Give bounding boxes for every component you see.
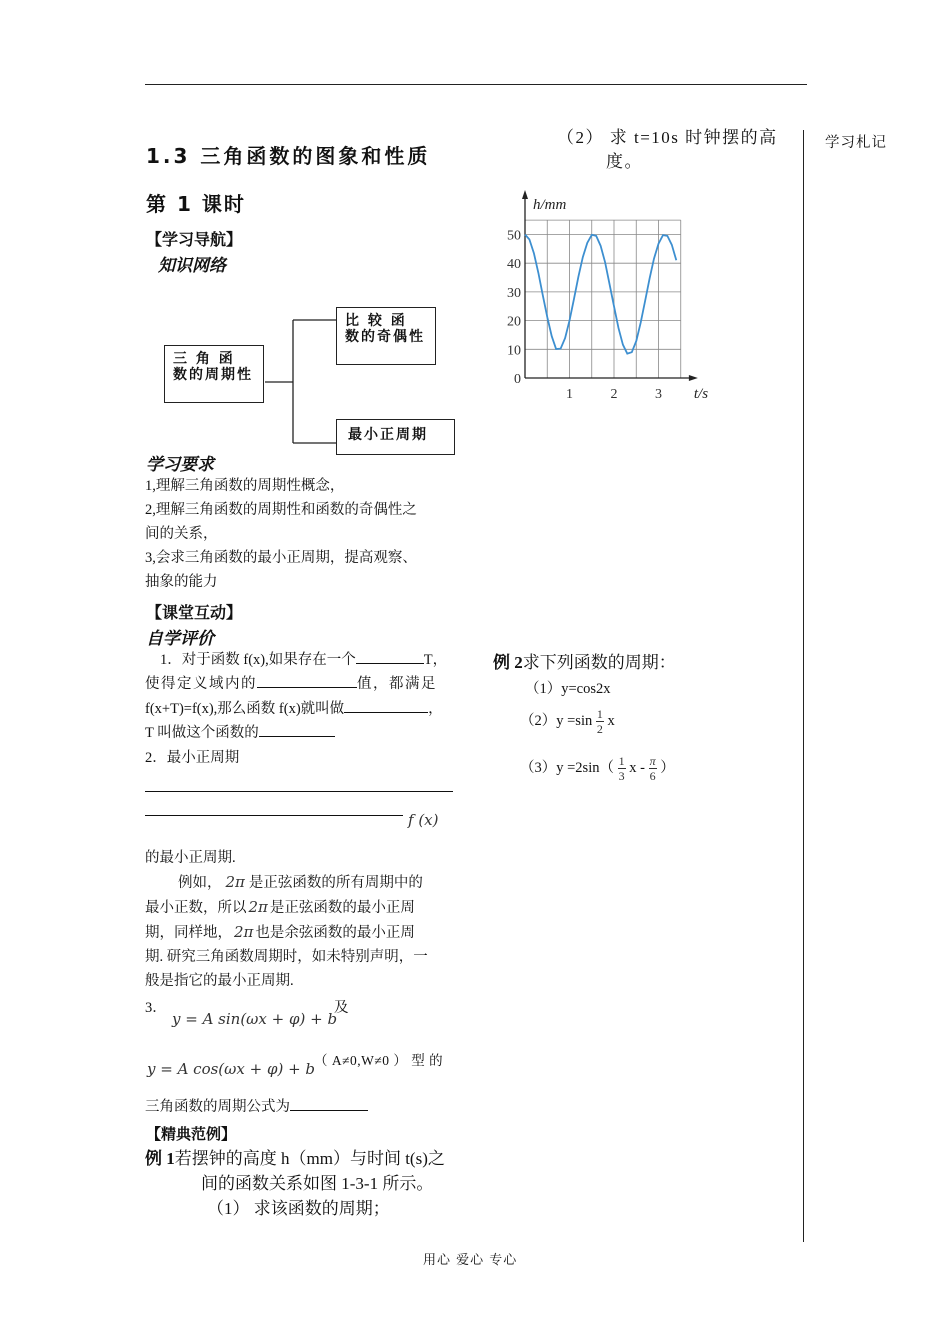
two-pi: 2π — [234, 923, 254, 941]
self-eval-heading: 自学评价 — [146, 629, 214, 649]
example-1-q2: （2） 求 t=10s 时钟摆的高 度。 — [557, 128, 778, 171]
example-1-label: 例 1 — [145, 1149, 175, 1168]
q2-blank-line-1 — [145, 791, 453, 792]
q1-blank-3 — [344, 699, 428, 713]
example-2-item-3: （3）y =2sin（ $\frac{1}{3}$ x - $\frac{\pi}{6}$ ） — [520, 754, 675, 783]
pendulum-height-chart — [500, 182, 730, 412]
two-pi: 2π — [248, 898, 268, 916]
examples-heading: 【精典范例】 — [146, 1127, 237, 1143]
x-tick-label: 1 — [566, 387, 573, 402]
diagram-branch-bottom-box: 最小正周期 — [336, 419, 455, 455]
q1-line-3: f(x+T)=f(x),那么函数 f(x)就叫做 ， — [145, 701, 443, 717]
two-pi: 2π — [225, 873, 245, 891]
q3-formula-sin: y = A sin(ωx + φ) + b — [172, 1010, 338, 1028]
example-1-q1: （1） 求该函数的周期； — [207, 1199, 390, 1218]
q2-tail: 的最小正周期. — [145, 850, 236, 866]
q3-number: 3． — [145, 1000, 167, 1016]
page-footer: 用心 爱心 专心 — [423, 1253, 518, 1268]
q3-tail: 三角函数的周期公式为 — [145, 1095, 368, 1119]
requirement-item: 间的关系， — [145, 526, 218, 542]
series-line — [525, 235, 676, 354]
y-axis-label: h/mm — [533, 197, 567, 213]
y-axis-arrow — [522, 190, 528, 199]
x-tick-label: 2 — [610, 387, 618, 402]
requirement-item: 抽象的能力 — [145, 574, 218, 590]
requirement-item: 3,会求三角函数的最小正周期，提高观察、 — [145, 550, 417, 566]
q2-blank-line-2 — [145, 815, 403, 816]
requirements-heading: 学习要求 — [146, 455, 214, 475]
x-tick-label: 3 — [655, 387, 662, 402]
diagram-root-box: 三 角 函 数的周期性 — [164, 345, 264, 403]
requirements-list — [145, 474, 475, 594]
requirement-item: 2,理解三角函数的周期性和函数的奇偶性之 — [145, 502, 417, 518]
q1-line-1: 1．对于函数 f(x),如果存在一个 T， — [160, 652, 448, 668]
y-tick-label: 40 — [507, 257, 521, 273]
q3-condition: （ A≠0,W≠0 ） 型 的 — [314, 1053, 444, 1068]
side-notes-label: 学习札记 — [825, 135, 887, 151]
period-explanation: 例如， 2π 是正弦函数的所有周期中的 最小正数，所以 2π 是正弦函数的最小正周 期，同样地， 2π 也是余弦函数的最小正周 期. 研究三角函数周期时，如未特别声明，一 般是指它的最小正周期. — [145, 873, 428, 989]
q1-line-2: 使得定义域内的 值，都满足 — [145, 676, 437, 692]
x-axis-arrow — [689, 375, 698, 381]
example-2-label: 例 2 — [493, 653, 523, 672]
guide-heading: 【学习导航】 — [146, 230, 243, 249]
lesson-label: 第 1 课时 — [146, 192, 246, 216]
example-1: 例 1若摆钟的高度 h（mm）与时间 t(s)之 间的函数关系如图 1-3-1 所示。 （1） 求该函数的周期； — [145, 1146, 445, 1221]
q1-blank-1 — [356, 650, 424, 664]
fraction-pi-sixth: $\frac{\pi}{6}$ — [649, 754, 656, 783]
y-tick-label: 10 — [507, 343, 521, 359]
notes-column-rule — [803, 130, 804, 1242]
requirement-item: 1,理解三角函数的周期性概念， — [145, 478, 345, 494]
interaction-heading: 【课堂互动】 — [146, 603, 243, 622]
header-rule — [145, 84, 807, 85]
q3-blank — [290, 1097, 368, 1111]
network-heading: 知识网络 — [158, 256, 226, 276]
example-2-item-1: （1）y=cos2x — [525, 681, 611, 697]
y-tick-label: 50 — [507, 228, 521, 244]
diagram-branch-top-box: 比 较 函 数的奇偶性 — [336, 307, 436, 365]
example-2-item-2: （2）y =sin $\frac{1}{2}$ x — [520, 707, 615, 736]
q3-and: 及 — [334, 1000, 349, 1016]
y-tick-label: 20 — [507, 314, 521, 330]
y-tick-label: 30 — [507, 285, 521, 301]
x-axis-label: t/s — [693, 386, 709, 402]
fraction-one-half: $\frac{1}{2}$ — [596, 707, 603, 736]
q2-fx: f (x) — [408, 811, 439, 829]
y-tick-label: 0 — [514, 372, 521, 387]
q1-line-4: T 叫做这个函数的 — [145, 721, 335, 745]
q1-blank-2 — [257, 674, 357, 688]
page-title: 1.3 三角函数的图象和性质 — [146, 144, 431, 168]
q2-label: 2．最小正周期 — [145, 750, 240, 766]
example-2: 例 2求下列函数的周期： — [493, 653, 676, 672]
q1-blank-4 — [259, 723, 335, 737]
q3-formula-cos: y = A cos(ωx + φ) + b — [147, 1060, 316, 1078]
fraction-one-third: $\frac{1}{3}$ — [618, 754, 625, 783]
